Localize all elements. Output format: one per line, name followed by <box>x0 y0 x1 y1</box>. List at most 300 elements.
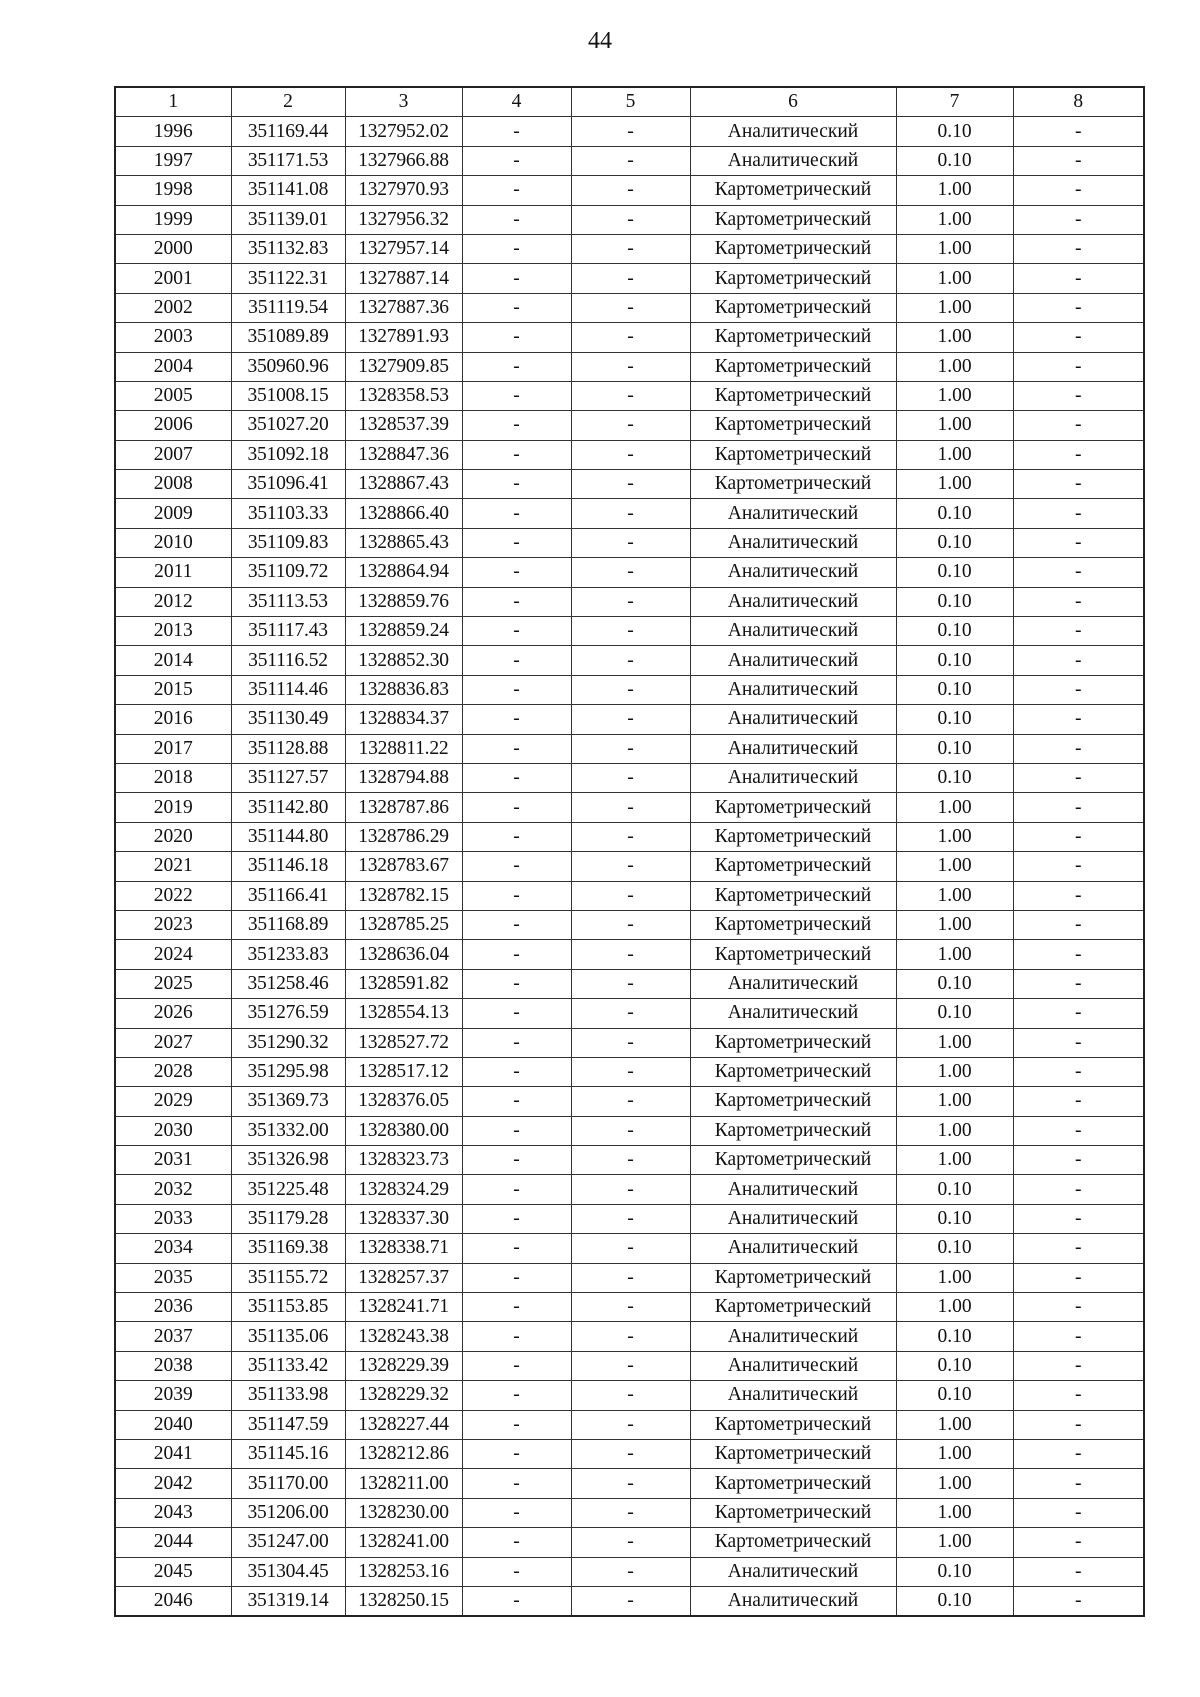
cell-col-8: - <box>1013 1498 1144 1527</box>
cell-y-coordinate: 1328859.24 <box>345 617 462 646</box>
cell-point-number: 2035 <box>115 1263 231 1292</box>
table-row <box>115 675 1144 704</box>
cell-col-5: - <box>571 617 690 646</box>
cell-col-5: - <box>571 1381 690 1410</box>
cell-x-coordinate: 351008.15 <box>231 381 345 410</box>
cell-y-coordinate: 1328253.16 <box>345 1557 462 1586</box>
cell-x-coordinate: 351103.33 <box>231 499 345 528</box>
cell-col-4: - <box>462 176 571 205</box>
cell-col-8: - <box>1013 734 1144 763</box>
cell-y-coordinate: 1328865.43 <box>345 528 462 557</box>
cell-col-5: - <box>571 1410 690 1439</box>
cell-col-5: - <box>571 1175 690 1204</box>
cell-method: Аналитический <box>690 999 896 1028</box>
cell-point-number: 2036 <box>115 1293 231 1322</box>
cell-method: Картометрический <box>690 1087 896 1116</box>
cell-accuracy: 1.00 <box>896 440 1013 469</box>
cell-col-4: - <box>462 793 571 822</box>
cell-col-4: - <box>462 146 571 175</box>
cell-y-coordinate: 1328337.30 <box>345 1204 462 1233</box>
cell-x-coordinate: 351145.16 <box>231 1439 345 1468</box>
cell-x-coordinate: 351146.18 <box>231 852 345 881</box>
cell-col-4: - <box>462 1293 571 1322</box>
cell-method: Картометрический <box>690 852 896 881</box>
cell-x-coordinate: 351171.53 <box>231 146 345 175</box>
cell-point-number: 2016 <box>115 705 231 734</box>
cell-accuracy: 1.00 <box>896 793 1013 822</box>
cell-col-4: - <box>462 1028 571 1057</box>
cell-x-coordinate: 351276.59 <box>231 999 345 1028</box>
cell-accuracy: 1.00 <box>896 293 1013 322</box>
cell-col-4: - <box>462 323 571 352</box>
cell-method: Картометрический <box>690 381 896 410</box>
table-row <box>115 1087 1144 1116</box>
cell-method: Картометрический <box>690 176 896 205</box>
cell-x-coordinate: 351127.57 <box>231 763 345 792</box>
cell-col-4: - <box>462 1528 571 1557</box>
cell-col-4: - <box>462 1410 571 1439</box>
table-row <box>115 1528 1144 1557</box>
cell-x-coordinate: 351179.28 <box>231 1204 345 1233</box>
cell-method: Аналитический <box>690 499 896 528</box>
cell-col-5: - <box>571 558 690 587</box>
cell-col-8: - <box>1013 1528 1144 1557</box>
cell-accuracy: 1.00 <box>896 822 1013 851</box>
cell-x-coordinate: 351170.00 <box>231 1469 345 1498</box>
cell-col-4: - <box>462 734 571 763</box>
table-row <box>115 381 1144 410</box>
table-row <box>115 1469 1144 1498</box>
cell-method: Аналитический <box>690 1557 896 1586</box>
cell-col-8: - <box>1013 852 1144 881</box>
cell-col-5: - <box>571 587 690 616</box>
cell-y-coordinate: 1328324.29 <box>345 1175 462 1204</box>
cell-accuracy: 1.00 <box>896 411 1013 440</box>
cell-method: Картометрический <box>690 1028 896 1057</box>
cell-y-coordinate: 1327887.36 <box>345 293 462 322</box>
cell-accuracy: 1.00 <box>896 205 1013 234</box>
cell-point-number: 2006 <box>115 411 231 440</box>
cell-accuracy: 1.00 <box>896 264 1013 293</box>
cell-col-8: - <box>1013 1439 1144 1468</box>
cell-col-5: - <box>571 1028 690 1057</box>
cell-col-4: - <box>462 117 571 146</box>
cell-x-coordinate: 351206.00 <box>231 1498 345 1527</box>
table-row <box>115 1351 1144 1380</box>
cell-x-coordinate: 351153.85 <box>231 1293 345 1322</box>
cell-method: Аналитический <box>690 1381 896 1410</box>
table-row <box>115 1557 1144 1586</box>
cell-col-8: - <box>1013 1410 1144 1439</box>
column-header: 3 <box>345 87 462 117</box>
cell-accuracy: 0.10 <box>896 999 1013 1028</box>
cell-point-number: 2022 <box>115 881 231 910</box>
cell-y-coordinate: 1327887.14 <box>345 264 462 293</box>
cell-point-number: 1996 <box>115 117 231 146</box>
cell-y-coordinate: 1327956.32 <box>345 205 462 234</box>
cell-method: Аналитический <box>690 1175 896 1204</box>
cell-accuracy: 1.00 <box>896 1410 1013 1439</box>
column-header: 4 <box>462 87 571 117</box>
cell-col-8: - <box>1013 705 1144 734</box>
cell-x-coordinate: 351027.20 <box>231 411 345 440</box>
cell-col-8: - <box>1013 1586 1144 1616</box>
cell-method: Аналитический <box>690 617 896 646</box>
table-row <box>115 734 1144 763</box>
cell-point-number: 2030 <box>115 1116 231 1145</box>
cell-x-coordinate: 351128.88 <box>231 734 345 763</box>
cell-y-coordinate: 1328836.83 <box>345 675 462 704</box>
cell-point-number: 1997 <box>115 146 231 175</box>
cell-col-4: - <box>462 675 571 704</box>
cell-accuracy: 1.00 <box>896 1528 1013 1557</box>
cell-col-8: - <box>1013 352 1144 381</box>
cell-col-5: - <box>571 734 690 763</box>
cell-accuracy: 0.10 <box>896 734 1013 763</box>
cell-point-number: 2023 <box>115 910 231 939</box>
cell-method: Аналитический <box>690 734 896 763</box>
cell-point-number: 2031 <box>115 1146 231 1175</box>
cell-accuracy: 1.00 <box>896 1469 1013 1498</box>
cell-x-coordinate: 350960.96 <box>231 352 345 381</box>
cell-x-coordinate: 351109.72 <box>231 558 345 587</box>
cell-x-coordinate: 351117.43 <box>231 617 345 646</box>
cell-x-coordinate: 351233.83 <box>231 940 345 969</box>
cell-accuracy: 1.00 <box>896 910 1013 939</box>
cell-y-coordinate: 1328229.39 <box>345 1351 462 1380</box>
cell-col-8: - <box>1013 763 1144 792</box>
cell-col-8: - <box>1013 528 1144 557</box>
cell-col-5: - <box>571 1351 690 1380</box>
cell-col-5: - <box>571 1204 690 1233</box>
cell-y-coordinate: 1328864.94 <box>345 558 462 587</box>
table-row <box>115 822 1144 851</box>
table-row <box>115 440 1144 469</box>
cell-point-number: 2026 <box>115 999 231 1028</box>
cell-point-number: 2041 <box>115 1439 231 1468</box>
cell-y-coordinate: 1327952.02 <box>345 117 462 146</box>
cell-accuracy: 1.00 <box>896 1087 1013 1116</box>
cell-accuracy: 0.10 <box>896 146 1013 175</box>
cell-method: Картометрический <box>690 1469 896 1498</box>
cell-x-coordinate: 351119.54 <box>231 293 345 322</box>
cell-method: Аналитический <box>690 1586 896 1616</box>
cell-col-8: - <box>1013 1557 1144 1586</box>
cell-col-8: - <box>1013 234 1144 263</box>
cell-col-4: - <box>462 1204 571 1233</box>
cell-col-8: - <box>1013 1146 1144 1175</box>
table-row <box>115 1410 1144 1439</box>
cell-col-8: - <box>1013 587 1144 616</box>
cell-method: Аналитический <box>690 1351 896 1380</box>
cell-method: Картометрический <box>690 793 896 822</box>
cell-accuracy: 0.10 <box>896 705 1013 734</box>
cell-point-number: 2004 <box>115 352 231 381</box>
cell-col-5: - <box>571 381 690 410</box>
cell-col-5: - <box>571 1469 690 1498</box>
cell-col-4: - <box>462 1439 571 1468</box>
cell-x-coordinate: 351258.46 <box>231 969 345 998</box>
cell-col-5: - <box>571 470 690 499</box>
cell-col-4: - <box>462 852 571 881</box>
cell-accuracy: 0.10 <box>896 587 1013 616</box>
cell-accuracy: 0.10 <box>896 558 1013 587</box>
cell-col-5: - <box>571 763 690 792</box>
cell-x-coordinate: 351142.80 <box>231 793 345 822</box>
cell-col-5: - <box>571 1146 690 1175</box>
cell-method: Картометрический <box>690 940 896 969</box>
cell-col-4: - <box>462 969 571 998</box>
cell-col-4: - <box>462 822 571 851</box>
cell-col-8: - <box>1013 146 1144 175</box>
cell-col-4: - <box>462 1234 571 1263</box>
cell-col-4: - <box>462 1322 571 1351</box>
cell-col-8: - <box>1013 176 1144 205</box>
cell-col-5: - <box>571 234 690 263</box>
cell-col-5: - <box>571 1528 690 1557</box>
cell-col-8: - <box>1013 646 1144 675</box>
cell-point-number: 2039 <box>115 1381 231 1410</box>
cell-col-5: - <box>571 1263 690 1292</box>
cell-accuracy: 0.10 <box>896 1234 1013 1263</box>
cell-col-8: - <box>1013 1175 1144 1204</box>
cell-y-coordinate: 1327909.85 <box>345 352 462 381</box>
cell-col-4: - <box>462 910 571 939</box>
cell-col-4: - <box>462 1146 571 1175</box>
cell-y-coordinate: 1328786.29 <box>345 822 462 851</box>
cell-col-8: - <box>1013 969 1144 998</box>
cell-accuracy: 0.10 <box>896 1381 1013 1410</box>
cell-col-5: - <box>571 969 690 998</box>
cell-y-coordinate: 1328787.86 <box>345 793 462 822</box>
table-row <box>115 146 1144 175</box>
cell-point-number: 2045 <box>115 1557 231 1586</box>
cell-accuracy: 1.00 <box>896 323 1013 352</box>
cell-x-coordinate: 351155.72 <box>231 1263 345 1292</box>
cell-accuracy: 0.10 <box>896 117 1013 146</box>
cell-col-5: - <box>571 352 690 381</box>
cell-y-coordinate: 1328376.05 <box>345 1087 462 1116</box>
cell-point-number: 2025 <box>115 969 231 998</box>
cell-x-coordinate: 351096.41 <box>231 470 345 499</box>
table-row <box>115 411 1144 440</box>
cell-col-5: - <box>571 1498 690 1527</box>
table-row <box>115 117 1144 146</box>
cell-col-5: - <box>571 822 690 851</box>
cell-point-number: 1999 <box>115 205 231 234</box>
cell-y-coordinate: 1328834.37 <box>345 705 462 734</box>
cell-y-coordinate: 1327970.93 <box>345 176 462 205</box>
cell-method: Картометрический <box>690 234 896 263</box>
table-row <box>115 205 1144 234</box>
cell-col-4: - <box>462 470 571 499</box>
cell-col-5: - <box>571 646 690 675</box>
table-row <box>115 881 1144 910</box>
cell-col-8: - <box>1013 205 1144 234</box>
cell-col-5: - <box>571 1057 690 1086</box>
cell-col-4: - <box>462 705 571 734</box>
cell-accuracy: 0.10 <box>896 1204 1013 1233</box>
cell-col-5: - <box>571 1557 690 1586</box>
cell-col-5: - <box>571 176 690 205</box>
cell-method: Картометрический <box>690 1410 896 1439</box>
cell-x-coordinate: 351144.80 <box>231 822 345 851</box>
cell-accuracy: 1.00 <box>896 1116 1013 1145</box>
table-row <box>115 940 1144 969</box>
cell-col-4: - <box>462 1057 571 1086</box>
table-row <box>115 910 1144 939</box>
cell-y-coordinate: 1328229.32 <box>345 1381 462 1410</box>
cell-method: Картометрический <box>690 910 896 939</box>
column-header: 7 <box>896 87 1013 117</box>
cell-col-4: - <box>462 617 571 646</box>
cell-accuracy: 1.00 <box>896 176 1013 205</box>
cell-x-coordinate: 351169.38 <box>231 1234 345 1263</box>
cell-x-coordinate: 351295.98 <box>231 1057 345 1086</box>
cell-y-coordinate: 1328636.04 <box>345 940 462 969</box>
cell-accuracy: 1.00 <box>896 470 1013 499</box>
cell-col-4: - <box>462 499 571 528</box>
cell-point-number: 2033 <box>115 1204 231 1233</box>
cell-col-5: - <box>571 852 690 881</box>
cell-point-number: 2017 <box>115 734 231 763</box>
cell-col-4: - <box>462 205 571 234</box>
cell-method: Аналитический <box>690 1322 896 1351</box>
cell-method: Аналитический <box>690 969 896 998</box>
cell-col-8: - <box>1013 558 1144 587</box>
cell-x-coordinate: 351114.46 <box>231 675 345 704</box>
table-row <box>115 470 1144 499</box>
cell-col-8: - <box>1013 323 1144 352</box>
table-row <box>115 1293 1144 1322</box>
table-header-row <box>115 87 1144 117</box>
cell-y-coordinate: 1328866.40 <box>345 499 462 528</box>
cell-y-coordinate: 1328517.12 <box>345 1057 462 1086</box>
cell-y-coordinate: 1328847.36 <box>345 440 462 469</box>
cell-y-coordinate: 1328591.82 <box>345 969 462 998</box>
cell-col-5: - <box>571 1439 690 1468</box>
cell-col-8: - <box>1013 1469 1144 1498</box>
table-row <box>115 1204 1144 1233</box>
cell-y-coordinate: 1328241.00 <box>345 1528 462 1557</box>
cell-x-coordinate: 351290.32 <box>231 1028 345 1057</box>
cell-point-number: 2003 <box>115 323 231 352</box>
cell-method: Аналитический <box>690 1234 896 1263</box>
cell-col-5: - <box>571 146 690 175</box>
cell-col-5: - <box>571 499 690 528</box>
cell-col-8: - <box>1013 264 1144 293</box>
cell-method: Картометрический <box>690 352 896 381</box>
table-row <box>115 1028 1144 1057</box>
cell-method: Аналитический <box>690 528 896 557</box>
cell-col-8: - <box>1013 1028 1144 1057</box>
cell-method: Аналитический <box>690 646 896 675</box>
cell-x-coordinate: 351247.00 <box>231 1528 345 1557</box>
cell-method: Картометрический <box>690 1498 896 1527</box>
table-row <box>115 705 1144 734</box>
cell-point-number: 2034 <box>115 1234 231 1263</box>
cell-method: Картометрический <box>690 1146 896 1175</box>
cell-col-4: - <box>462 381 571 410</box>
cell-y-coordinate: 1328358.53 <box>345 381 462 410</box>
cell-point-number: 2019 <box>115 793 231 822</box>
table-row <box>115 234 1144 263</box>
cell-accuracy: 1.00 <box>896 1146 1013 1175</box>
cell-col-4: - <box>462 1586 571 1616</box>
cell-col-5: - <box>571 881 690 910</box>
cell-point-number: 2012 <box>115 587 231 616</box>
cell-x-coordinate: 351369.73 <box>231 1087 345 1116</box>
table-body <box>115 117 1144 1616</box>
table-row <box>115 323 1144 352</box>
cell-y-coordinate: 1327966.88 <box>345 146 462 175</box>
cell-x-coordinate: 351089.89 <box>231 323 345 352</box>
cell-col-5: - <box>571 1116 690 1145</box>
cell-col-4: - <box>462 1381 571 1410</box>
column-header: 1 <box>115 87 231 117</box>
cell-col-4: - <box>462 440 571 469</box>
cell-col-5: - <box>571 1234 690 1263</box>
table-row <box>115 1381 1144 1410</box>
cell-col-8: - <box>1013 940 1144 969</box>
table-row <box>115 1234 1144 1263</box>
cell-col-8: - <box>1013 117 1144 146</box>
cell-accuracy: 1.00 <box>896 1057 1013 1086</box>
column-header: 5 <box>571 87 690 117</box>
cell-col-8: - <box>1013 617 1144 646</box>
cell-col-5: - <box>571 440 690 469</box>
cell-accuracy: 1.00 <box>896 1028 1013 1057</box>
cell-col-5: - <box>571 264 690 293</box>
cell-accuracy: 0.10 <box>896 1586 1013 1616</box>
cell-y-coordinate: 1328227.44 <box>345 1410 462 1439</box>
cell-x-coordinate: 351166.41 <box>231 881 345 910</box>
cell-col-5: - <box>571 910 690 939</box>
cell-point-number: 2038 <box>115 1351 231 1380</box>
cell-x-coordinate: 351326.98 <box>231 1146 345 1175</box>
table-row <box>115 176 1144 205</box>
cell-method: Картометрический <box>690 1057 896 1086</box>
coordinates-table <box>114 86 1145 1617</box>
cell-method: Аналитический <box>690 587 896 616</box>
cell-col-5: - <box>571 528 690 557</box>
cell-y-coordinate: 1328811.22 <box>345 734 462 763</box>
cell-y-coordinate: 1328859.76 <box>345 587 462 616</box>
cell-accuracy: 0.10 <box>896 528 1013 557</box>
cell-x-coordinate: 351132.83 <box>231 234 345 263</box>
cell-col-5: - <box>571 1586 690 1616</box>
cell-x-coordinate: 351122.31 <box>231 264 345 293</box>
cell-method: Картометрический <box>690 440 896 469</box>
cell-point-number: 2028 <box>115 1057 231 1086</box>
cell-method: Картометрический <box>690 470 896 499</box>
cell-col-5: - <box>571 940 690 969</box>
cell-col-5: - <box>571 411 690 440</box>
cell-accuracy: 0.10 <box>896 763 1013 792</box>
cell-x-coordinate: 351225.48 <box>231 1175 345 1204</box>
cell-x-coordinate: 351133.42 <box>231 1351 345 1380</box>
cell-y-coordinate: 1328852.30 <box>345 646 462 675</box>
cell-col-4: - <box>462 1351 571 1380</box>
table-row <box>115 1175 1144 1204</box>
cell-col-8: - <box>1013 440 1144 469</box>
cell-method: Картометрический <box>690 1263 896 1292</box>
cell-y-coordinate: 1328243.38 <box>345 1322 462 1351</box>
cell-accuracy: 0.10 <box>896 1175 1013 1204</box>
table-row <box>115 1116 1144 1145</box>
cell-col-4: - <box>462 763 571 792</box>
cell-col-8: - <box>1013 675 1144 704</box>
